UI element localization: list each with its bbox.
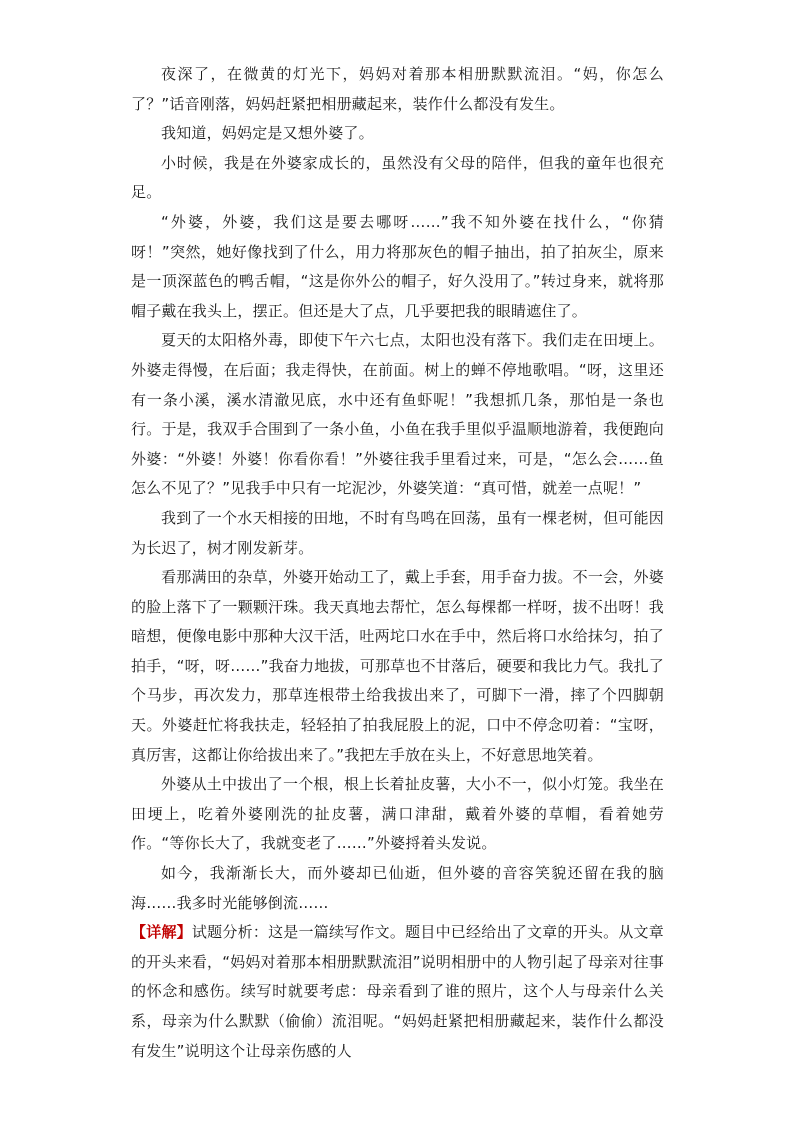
- essay-paragraph: 小时候，我是在外婆家成长的，虽然没有父母的陪伴，但我的童年也很充足。: [131, 153, 664, 202]
- essay-paragraph: 夜深了，在微黄的灯光下，妈妈对着那本相册默默流泪。“妈，你怎么了？”话音刚落，妈妈赶紧把相册藏起来，装作什么都没有发生。: [131, 65, 664, 113]
- analysis-section: [131, 918, 664, 1066]
- essay-paragraph: 我知道，妈妈定是又想外婆了。: [161, 124, 374, 143]
- essay-paragraph: 外婆从土中拔出了一个根，根上长着扯皮薯，大小不一，似小灯笼。我坐在田埂上，吃着外婆刚洗的扯皮薯，满口津甜，戴着外婆的草帽，看着她劳作。“等你长大了，我就变老了……”外婆捋着头发说。: [131, 775, 664, 853]
- analysis-tag: 【详解】: [131, 923, 192, 942]
- essay-paragraph: 如今，我渐渐长大，而外婆却已仙逝，但外婆的音容笑貌还留在我的脑海……我多时光能够倒流……: [131, 864, 664, 912]
- essay-paragraph: 我到了一个水天相接的田地，不时有鸟鸣在回荡，虽有一棵老树，但可能因为长迟了，树才刚发新芽。: [131, 508, 664, 557]
- essay-paragraph: 夏天的太阳格外毒，即使下午六七点，太阳也没有落下。我们走在田埂上。外婆走得慢，在后面；我走得快，在前面。树上的蝉不停地歌唱。“呀，这里还有一条小溪，溪水清澈见底，水中还有鱼虾呢！”我想抓几条，那怕是一条也行。于是，我双手合围到了一条小鱼，小鱼在我手里似乎温顺地游着，我便跑向外婆：“外婆！外婆！你看你看！”外婆往我手里看过来，可是，“怎么会……鱼怎么不见了？”见我手中只有一坨泥沙，外婆笑道：“真可惜，就差一点呢！”: [131, 331, 664, 498]
- essay-paragraph: “外婆，外婆，我们这是要去哪呀……”我不知外婆在找什么，“你猜呀！”突然，她好像找到了什么，用力将那灰色的帽子抽出，拍了拍灰尘，原来是一顶深蓝色的鸭舌帽，“这是你外公的帽子，好久没用了。”转过身来，就将那帽子戴在我头上，摆正。但还是大了点，几乎要把我的眼睛遮住了。: [131, 212, 664, 320]
- essay-body: [131, 60, 664, 1066]
- analysis-text: 试题分析：这是一篇续写作文。题目中已经给出了文章的开头。从文章的开头来看，“妈妈对着那本相册默默流泪”说明相册中的人物引起了母亲对往事的怀念和感伤。续写时就要考虑：母亲看到了谁的照片，这个人与母亲什么关系，母亲为什么默默（偷偷）流泪呢。“妈妈赶紧把相册藏起来，装作什么都没有发生”说明这个让母亲伤感的人: [131, 923, 664, 1060]
- essay-paragraph: 看那满田的杂草，外婆开始动工了，戴上手套，用手奋力拔。不一会，外婆的脸上落下了一颗颗汗珠。我天真地去帮忙，怎么每棵都一样呀，拔不出呀！我暗想，便像电影中那种大汉干活，吐两坨口水在手中，然后将口水给抹匀，拍了拍手，“呀，呀……”我奋力地拔，可那草也不甘落后，硬要和我比力气。我扎了个马步，再次发力，那草连根带土给我拔出来了，可脚下一滑，摔了个四脚朝天。外婆赶忙将我扶走，轻轻拍了拍我屁股上的泥，口中不停念叨着：“宝呀，真厉害，这都让你给拔出来了。”我把左手放在头上，不好意思地笑着。: [131, 568, 664, 764]
